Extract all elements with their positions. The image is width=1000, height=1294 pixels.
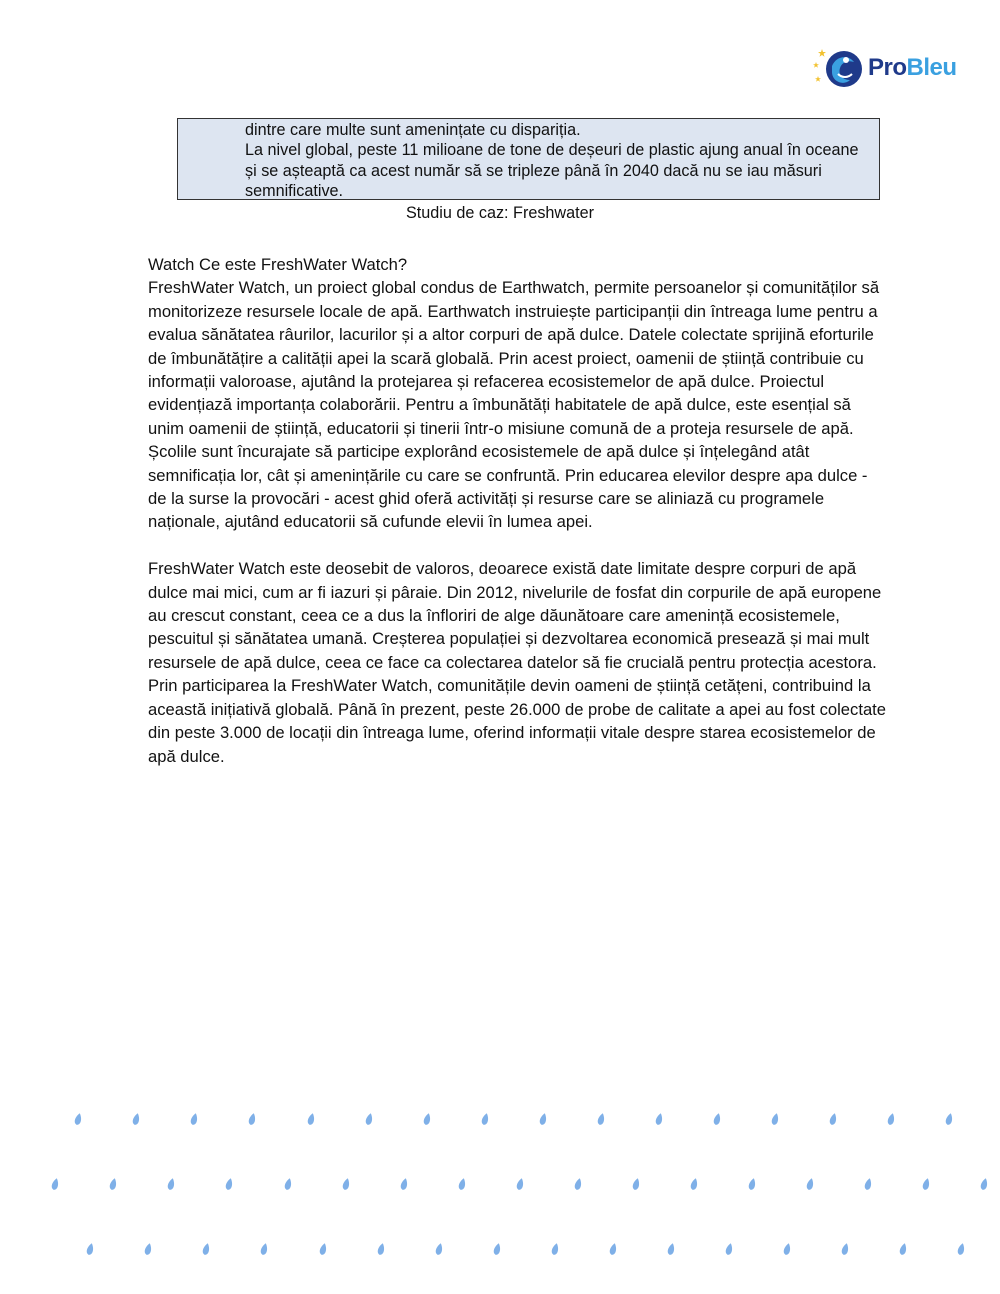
water-drop-icon: [144, 1242, 153, 1255]
water-drop-icon: [725, 1242, 734, 1255]
water-drop-icon: [400, 1177, 409, 1190]
water-drop-icon: [690, 1177, 699, 1190]
callout-line-1: dintre care multe sunt amenințate cu dispariția.: [245, 121, 581, 139]
body-paragraph-2: FreshWater Watch este deosebit de valoros, deoarece există date limitate despre corpuri de apă dulce mai mici, cum ar fi iazuri și pâraie. Din 2012, nivelurile de fosfat din corpurile de apă europene au crescut constant, ceea ce a dus la înfloriri de alge dăunătoare care amenință ecosistemele, pescuitul și sănătatea umană. Creșterea populației și dezvoltarea economică presează și mai mult resursele de apă dulce, ceea ce face ca colectarea datelor să fie crucială pentru protecția acestora. Prin participarea la FreshWater Watch, comunitățile devin oameni de știință cetățeni, contribuind la această inițiativă globală. Până în prezent, peste 26.000 de probe de calitate a apei au fost colectate din peste 3.000 de locații din întreaga lume, oferind informații vitale despre starea ecosistemelor de apă dulce.: [148, 559, 887, 766]
water-drop-icon: [435, 1242, 444, 1255]
brand-part-bleu: Bleu: [906, 54, 957, 81]
water-drop-icon: [667, 1242, 676, 1255]
probleu-logo: [812, 44, 972, 94]
water-drop-icon: [86, 1242, 95, 1255]
case-study-caption: Studiu de caz: Freshwater: [405, 204, 595, 222]
water-drop-icon: [319, 1242, 328, 1255]
water-drop-icon: [248, 1112, 257, 1125]
water-drop-icon: [74, 1112, 83, 1125]
water-drop-icon: [284, 1177, 293, 1190]
water-drop-icon: [899, 1242, 908, 1255]
water-drop-icon: [516, 1177, 525, 1190]
brand-part-pro: Pro: [868, 54, 907, 81]
water-drop-icon: [365, 1112, 374, 1125]
water-drop-icon: [260, 1242, 269, 1255]
water-drop-icon: [609, 1242, 618, 1255]
water-drop-icon: [771, 1112, 780, 1125]
water-drop-icon: [423, 1112, 432, 1125]
water-drop-icon: [980, 1177, 989, 1190]
water-drop-icon: [225, 1177, 234, 1190]
water-drop-icon: [551, 1242, 560, 1255]
water-drop-icon: [307, 1112, 316, 1125]
water-drop-icon: [190, 1112, 199, 1125]
water-drop-icon: [597, 1112, 606, 1125]
water-drop-icon: [342, 1177, 351, 1190]
probleu-wordmark: [868, 54, 957, 82]
probleu-emblem-icon: [812, 44, 864, 94]
water-drop-icon: [632, 1177, 641, 1190]
water-drop-icon: [748, 1177, 757, 1190]
callout-text: [245, 120, 871, 202]
body-paragraph-1: Watch Ce este FreshWater Watch? FreshWater Watch, un proiect global condus de Earthwatch, permite persoanelor și comunităților să monitorizeze resursele locale de apă. Earthwatch instruiește participanții din întreaga lume pentru a evalua sănătatea râurilor, lacurilor și a altor corpuri de apă dulce. Datele colectate sprijină eforturile de îmbunătățire a calității apei la scară globală. Prin acest proiect, oamenii de știință contribuie cu informații valoroase, ajutând la protejarea și refacerea ecosistemelor de apă dulce. Proiectul evidențiază importanța colaborării. Pentru a îmbunătăți habitatele de apă dulce, este esențial să unim oamenii de știință, educatorii și tinerii într-o misiune comună de a proteja resursele de apă. Școlile sunt încurajate să participe explorând ecosistemele de apă dulce și înțelegând atât semnificația lor, cât și amenințările cu care se confruntă. Prin educarea elevilor despre apa dulce - de la surse la provocări - acest ghid oferă activități și resurse care se aliniază cu programele naționale, ajutând educatorii să cufunde elevii în lumea apei.: [148, 255, 880, 532]
water-drop-icon: [655, 1112, 664, 1125]
water-drops-decoration: [0, 1100, 1000, 1270]
water-drop-icon: [377, 1242, 386, 1255]
water-drop-icon: [539, 1112, 548, 1125]
water-drop-icon: [864, 1177, 873, 1190]
water-drop-icon: [493, 1242, 502, 1255]
body-text: [148, 253, 888, 791]
water-drop-icon: [51, 1177, 60, 1190]
callout-line-2: La nivel global, peste 11 milioane de tone de deșeuri de plastic ajung anual în oceane și se așteaptă ca acest număr să se tripleze până în 2040 dacă nu se iau măsuri semnificative.: [245, 141, 859, 201]
water-drop-icon: [713, 1112, 722, 1125]
water-drop-icon: [574, 1177, 583, 1190]
water-drop-icon: [458, 1177, 467, 1190]
water-drop-icon: [481, 1112, 490, 1125]
water-drop-icon: [841, 1242, 850, 1255]
callout-box: [177, 118, 880, 200]
water-drop-icon: [957, 1242, 966, 1255]
water-drop-icon: [922, 1177, 931, 1190]
water-drop-icon: [783, 1242, 792, 1255]
water-drop-icon: [806, 1177, 815, 1190]
water-drop-icon: [829, 1112, 838, 1125]
water-drop-icon: [167, 1177, 176, 1190]
water-drop-icon: [132, 1112, 141, 1125]
water-drop-icon: [945, 1112, 954, 1125]
water-drop-icon: [887, 1112, 896, 1125]
water-drop-icon: [202, 1242, 211, 1255]
water-drop-icon: [109, 1177, 118, 1190]
